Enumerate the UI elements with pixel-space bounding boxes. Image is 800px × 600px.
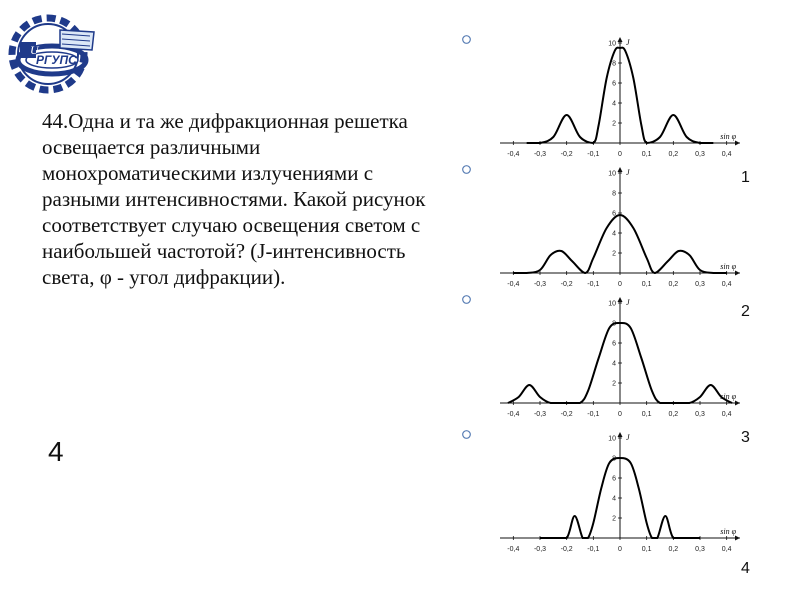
x-axis-arrow-icon (735, 536, 740, 541)
y-axis-label: J (626, 433, 630, 442)
x-tick-label: 0,4 (721, 151, 732, 158)
y-tick-label: 2 (612, 380, 616, 388)
diffraction-chart-4 (490, 428, 750, 553)
x-tick-label: -0,3 (533, 281, 547, 288)
x-axis-label: sin φ (720, 132, 736, 141)
y-axis-label: J (626, 38, 630, 47)
y-tick-label: 6 (612, 210, 616, 218)
option-label-2: 2 (741, 303, 750, 320)
x-tick-label: 0,3 (695, 411, 705, 418)
y-tick-label: 10 (608, 435, 616, 443)
x-tick-label: 0,1 (641, 411, 652, 418)
y-tick-label: 10 (608, 300, 616, 308)
x-tick-label: 0,2 (668, 546, 679, 553)
x-tick-label: 0 (618, 151, 622, 158)
diffraction-chart-1 (490, 33, 750, 158)
y-tick-label: 2 (612, 250, 616, 258)
answer-value: 4 (48, 436, 64, 467)
option-4-radio[interactable] (462, 430, 471, 439)
y-tick-label: 4 (612, 360, 616, 368)
x-axis-arrow-icon (735, 401, 740, 406)
chart-option-1 (490, 33, 750, 158)
x-tick-label: -0,3 (533, 546, 547, 553)
x-tick-label: -0,1 (587, 151, 600, 158)
chart-option-2 (490, 163, 750, 288)
y-axis-arrow-icon (618, 432, 623, 437)
option-2-radio[interactable] (462, 165, 471, 174)
x-tick-label: -0,2 (560, 281, 573, 288)
x-axis-label: sin φ (720, 392, 736, 401)
x-axis-arrow-icon (735, 141, 740, 146)
y-tick-label: 8 (612, 455, 616, 463)
y-tick-label: 4 (612, 495, 616, 503)
diffraction-chart-2 (490, 163, 750, 288)
x-tick-label: -0,1 (587, 281, 600, 288)
x-tick-label: 0,3 (695, 151, 705, 158)
x-tick-label: -0,4 (507, 546, 520, 553)
y-tick-label: 6 (612, 475, 616, 483)
x-tick-label: 0,1 (641, 281, 652, 288)
y-tick-label: 8 (612, 190, 616, 198)
logo-letter: U (30, 43, 39, 57)
x-tick-label: -0,4 (507, 151, 520, 158)
x-tick-label: -0,1 (587, 546, 600, 553)
radio-unchecked-icon (462, 35, 471, 44)
y-axis-arrow-icon (618, 297, 623, 302)
y-tick-label: 2 (612, 515, 616, 523)
x-tick-label: 0,1 (641, 546, 652, 553)
radio-unchecked-icon (462, 430, 471, 439)
radio-unchecked-icon (462, 295, 471, 304)
y-axis-label: J (626, 168, 630, 177)
radio-unchecked-icon (462, 165, 471, 174)
x-tick-label: 0,3 (695, 281, 705, 288)
y-tick-label: 4 (612, 100, 616, 108)
chart-option-3 (490, 293, 750, 418)
x-tick-label: 0,2 (668, 281, 679, 288)
y-tick-label: 4 (612, 230, 616, 238)
question-number: 44. (42, 109, 69, 133)
y-tick-label: 8 (612, 60, 616, 68)
diffraction-chart-3 (490, 293, 750, 418)
x-tick-label: 0,2 (668, 151, 679, 158)
x-axis-label: sin φ (720, 262, 736, 271)
question-text (42, 108, 442, 290)
x-tick-label: -0,3 (533, 411, 547, 418)
y-tick-label: 10 (608, 40, 616, 48)
logo-text: РГУПС (36, 53, 77, 67)
x-tick-label: 0,1 (641, 151, 652, 158)
option-label-1: 1 (741, 169, 750, 186)
option-3-radio[interactable] (462, 295, 471, 304)
x-axis-label: sin φ (720, 527, 736, 536)
x-tick-label: -0,1 (587, 411, 600, 418)
x-tick-label: 0,4 (721, 411, 732, 418)
x-tick-label: 0,2 (668, 411, 679, 418)
option-label-3: 3 (741, 429, 750, 446)
x-tick-label: 0 (618, 411, 622, 418)
x-tick-label: -0,4 (507, 281, 520, 288)
y-axis-arrow-icon (618, 37, 623, 42)
chart-option-4 (490, 428, 750, 553)
y-tick-label: 2 (612, 120, 616, 128)
x-tick-label: 0,4 (721, 281, 732, 288)
x-tick-label: -0,2 (560, 411, 573, 418)
y-axis-arrow-icon (618, 167, 623, 172)
x-tick-label: -0,4 (507, 411, 520, 418)
y-tick-label: 10 (608, 170, 616, 178)
option-label-4: 4 (741, 560, 750, 577)
x-tick-label: 0 (618, 546, 622, 553)
x-tick-label: 0,3 (695, 546, 705, 553)
x-tick-label: -0,2 (560, 546, 573, 553)
x-tick-label: 0,4 (721, 546, 732, 553)
x-tick-label: 0 (618, 281, 622, 288)
option-1-radio[interactable] (462, 35, 471, 44)
question-body: Одна и та же дифракционная решетка освещается различными монохроматическими излучениями с разными интенсивностями. Какой рисунок соответствует случаю освещения светом с наибольшей частотой? (J-интенсивность света, φ - угол дифракции). (42, 109, 426, 289)
y-axis-label: J (626, 298, 630, 307)
y-tick-label: 8 (612, 320, 616, 328)
x-tick-label: -0,3 (533, 151, 547, 158)
y-tick-label: 6 (612, 340, 616, 348)
x-tick-label: -0,2 (560, 151, 573, 158)
x-axis-arrow-icon (735, 271, 740, 276)
rgups-logo (2, 2, 102, 98)
y-tick-label: 6 (612, 80, 616, 88)
